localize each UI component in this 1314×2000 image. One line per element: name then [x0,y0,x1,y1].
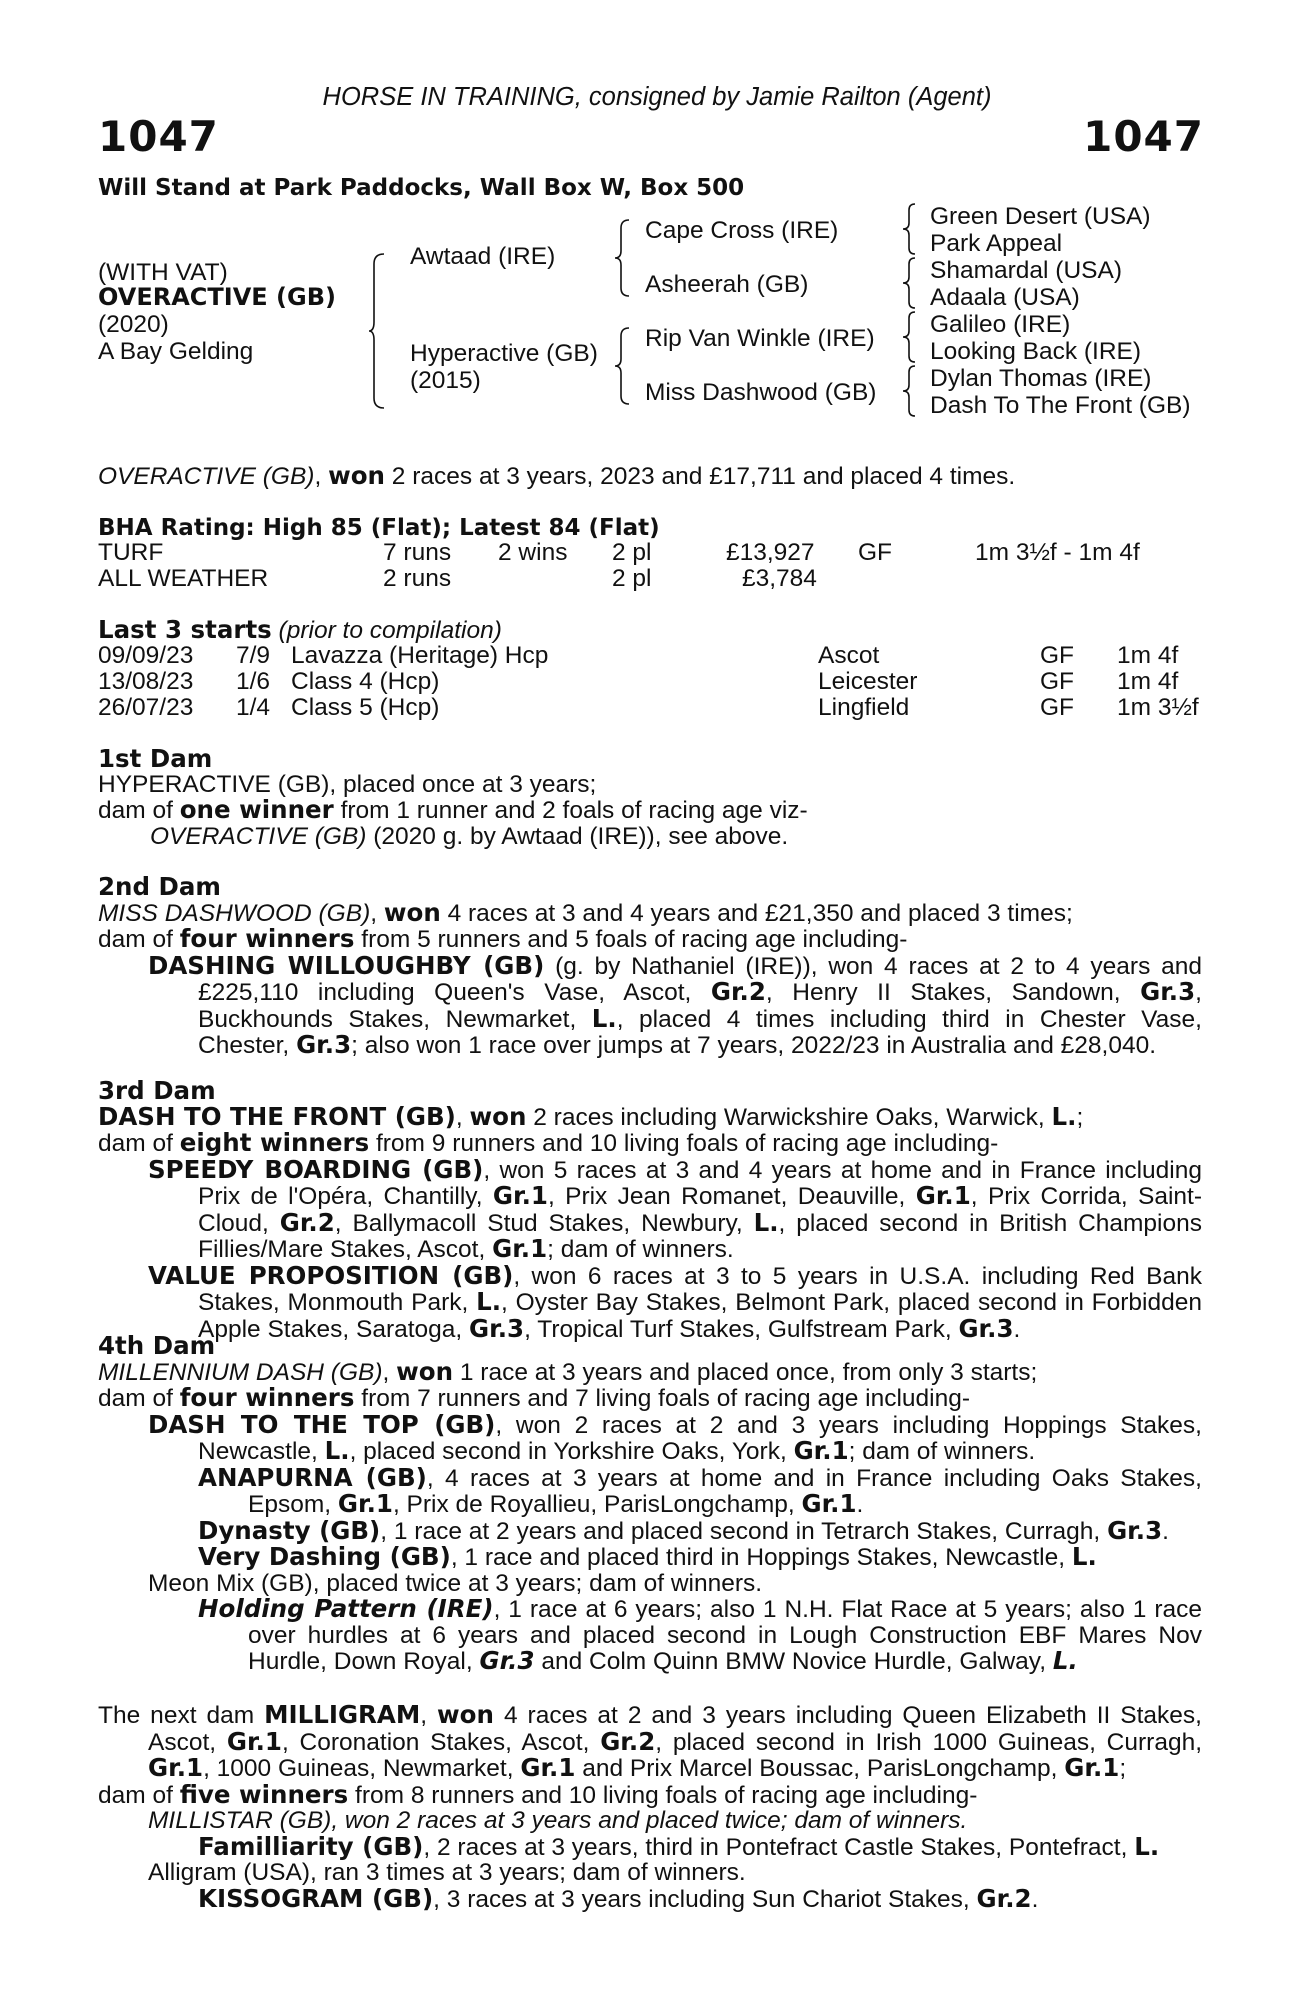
text: (g. by Nathaniel (IRE)), won 4 races at 2 to 4 years and £225,110 including Queen's Vase, Ascot, [198,952,1202,1006]
offspring-name: Familliarity (GB) [198,1831,424,1861]
offspring-name: OVERACTIVE (GB) [150,822,367,850]
text: ; dam of winners. [547,1236,734,1263]
start-race: Lavazza (Heritage) Hcp [291,642,549,669]
grade: L. [1071,1542,1097,1571]
start-going: GF [1040,694,1075,721]
text: , 2 races at 3 years, third in Pontefract Castle Stakes, Pontefract, [423,1833,1135,1861]
winner-count: one winner [179,795,334,824]
text: and Prix Marcel Boussac, ParisLongchamp, [575,1755,1065,1782]
start-row [0,643,1314,669]
text: ; [1119,1755,1127,1782]
start-distance: 1m 4f [1117,642,1179,669]
lot-number-right: 1047 [1083,112,1204,161]
grade: Gr.3 [469,1313,525,1343]
text: , Coronation Stakes, Ascot, [281,1728,601,1756]
summary-horse-name: OVERACTIVE (GB) [98,463,315,490]
summary-won: won [328,461,385,490]
sire-dam: Asheerah (GB) [645,271,809,298]
race-summary: OVERACTIVE (GB), won 2 races at 3 years, 2023 and £17,711 and placed 4 times. [98,461,1016,490]
grade: Gr.2 [279,1207,335,1237]
grade: L. [753,1207,779,1237]
won-label: won [383,897,441,927]
dam-dam: Miss Dashwood (GB) [645,379,877,406]
dam: Hyperactive (GB) [410,340,598,367]
pedigree-brace-g3 [902,310,918,364]
text: 1 race at 3 years and placed once, from only 3 starts; [453,1358,1038,1386]
start-row [0,669,1314,695]
text: , won 6 races at 3 to 5 years in U.S.A. including Red Bank Stakes, Monmouth Park, [198,1262,1202,1316]
third-dam-section [98,1078,1202,1342]
next-dam-offspring: MILLISTAR (GB), won 2 races at 3 years and placed twice; dam of winners. [148,1807,968,1834]
rating-runs: 2 runs [383,565,452,592]
grade: L. [1051,1101,1077,1131]
offspring-name: KISSOGRAM (GB) [198,1883,434,1913]
winner-count: four winners [179,1383,355,1412]
dam-name: DASH TO THE FRONT (GB) [98,1101,456,1131]
text: , 1000 Guineas, Newmarket, [203,1755,521,1782]
third-dam-offspring [98,1154,1203,1263]
next-dam-produce-line [98,1779,1202,1809]
start-distance: 1m 4f [1117,668,1179,695]
grade: Gr.2 [600,1726,656,1756]
second-dam-title: 2nd Dam [98,872,221,901]
dam-name: MILLENNIUM DASH (GB) [98,1358,383,1386]
grade: Gr.1 [801,1489,857,1518]
text: . [1031,1885,1039,1913]
text: , Prix Corrida, Saint-Cloud, [198,1183,1203,1237]
grade: L. [1134,1831,1160,1861]
fourth-dam-offspring [98,1409,1202,1465]
text: dam of [98,1781,180,1809]
grade: Gr.3 [958,1313,1014,1343]
won-label: won [469,1101,527,1131]
sire-sire: Cape Cross (IRE) [645,217,839,244]
next-dam-offspring: Alligram (USA), ran 3 times at 3 years; dam of winners. [148,1859,746,1886]
text: dam of [98,926,180,953]
rating-prize: £3,784 [742,565,817,592]
text: , Prix de Royallieu, ParisLongchamp, [392,1491,802,1518]
text: from 7 runners and 7 living foals of racing age including- [354,1385,971,1412]
last-starts-title [98,617,502,644]
text: , 1 race at 6 years; also 1 N.H. Flat Race at 5 years; also 1 race over hurdles at 6 years and placed second in Lough Construction EBF Mares Nov Hurdle, Down Royal, [248,1596,1202,1675]
grade: L. [476,1287,502,1316]
rating-title: BHA Rating: High 85 (Flat); Latest 84 (Flat) [98,515,660,541]
text: , 1 race and placed third in Hoppings Stakes, Newcastle, [450,1544,1072,1571]
text: , Oyster Bay Stakes, Belmont Park, placed second in Forbidden Apple Stakes, Saratoga, [198,1289,1202,1343]
text: , [420,1702,438,1729]
fourth-dam-produce-line [98,1385,1202,1412]
grade: Gr.1 [492,1234,548,1263]
start-course: Leicester [818,668,918,695]
pedigree-brace-g2 [902,256,918,310]
grand-offspring [98,1462,1202,1518]
grade: Gr.1 [520,1753,576,1782]
last-starts-heading: Last 3 starts [98,615,272,644]
text: ; dam of winners. [848,1438,1036,1465]
fourth-dam-section [98,1333,1202,1675]
text: 2 races including Warwickshire Oaks, Warwick, [526,1103,1052,1131]
first-dam-offspring [98,824,808,850]
first-dam-line: HYPERACTIVE (GB), placed once at 3 years; [98,770,597,798]
text: 4 races at 3 and 4 years and £21,350 and placed 3 times; [440,899,1073,927]
third-dam-line [98,1101,1202,1131]
first-dam-produce-line [98,797,808,824]
grade: Gr.2 [976,1883,1032,1913]
text: , won 2 races at 2 and 3 years including Hoppings Stakes, Newcastle, [198,1411,1202,1465]
offspring-name: VALUE PROPOSITION (GB) [148,1260,514,1290]
won-label: won [437,1700,494,1729]
offspring-name: Very Dashing (GB) [198,1542,451,1571]
text: dam of [98,1385,180,1412]
winner-count: five winners [179,1779,349,1809]
first-dam-section [98,746,808,849]
grade: Gr.3 [296,1030,352,1059]
grade: Gr.1 [793,1436,849,1465]
text: , 4 races at 3 years at home and in France including Oaks Stakes, Epsom, [248,1464,1202,1518]
rating-distance: 1m 3½f - 1m 4f [975,539,1140,566]
text: . [856,1491,864,1518]
grand-offspring [98,1544,1202,1571]
dam-sire: Rip Van Winkle (IRE) [645,325,875,352]
text: (2020 g. by Awtaad (IRE)), see above. [366,822,789,850]
won-label: won [396,1356,454,1386]
text: , Prix Jean Romanet, Deauville, [547,1183,916,1210]
text: from 1 runner and 2 foals of racing age viz- [333,797,808,824]
ancestor-6: Looking Back (IRE) [930,338,1142,365]
pedigree-brace-g4 [902,364,918,418]
summary-text: 2 races at 3 years, 2023 and £17,711 and placed 4 times. [385,463,1016,490]
text: . [1162,1517,1169,1545]
text: The next dam [98,1702,265,1729]
text: , placed second in Yorkshire Oaks, York, [349,1438,794,1465]
fourth-dam-offspring: Meon Mix (GB), placed twice at 3 years; dam of winners. [148,1569,763,1597]
grade: Gr.1 [492,1181,548,1210]
grade: Gr.1 [337,1489,393,1518]
text: . [1013,1315,1021,1343]
text: from 5 runners and 5 foals of racing age including- [354,926,908,953]
rating-row-turf [0,540,1314,566]
text: , [370,899,384,927]
text: , won 5 races at 3 and 4 years at home and in France including Prix de l'Opéra, Chantilly, [198,1156,1202,1210]
ancestor-1: Green Desert (USA) [930,203,1151,230]
text: ; also won 1 race over jumps at 7 years, 2022/23 in Australia and £28,040. [351,1032,1157,1059]
grade: L. [324,1436,350,1465]
rating-wins: 2 wins [498,539,568,566]
dam-year: (2015) [410,367,481,394]
first-dam-title: 1st Dam [98,744,213,773]
text: from 9 runners and 10 living foals of racing age including- [369,1130,999,1157]
ancestor-4: Adaala (USA) [930,284,1080,311]
pedigree-brace-dam [614,326,632,406]
start-row [0,695,1314,721]
text: , Ballymacoll Stud Stakes, Newbury, [334,1209,754,1237]
sire: Awtaad (IRE) [410,243,556,270]
start-race: Class 5 (Hcp) [291,694,440,721]
lot-number-left: 1047 [98,112,219,161]
ancestor-8: Dash To The Front (GB) [930,392,1191,419]
rating-placed: 2 pl [612,565,652,592]
pedigree-brace-sire [614,218,632,298]
ancestor-3: Shamardal (USA) [930,257,1122,284]
grade: Gr.3 [1107,1515,1163,1545]
start-distance: 1m 3½f [1117,694,1199,721]
grade: Gr.3 [1140,977,1196,1006]
horse-name: OVERACTIVE (GB) [98,283,336,311]
ancestor-2: Park Appeal [930,230,1063,257]
grade: Gr.1 [226,1726,282,1756]
horse-description: A Bay Gelding [98,338,254,365]
offspring-name: DASH TO THE TOP (GB) [148,1409,496,1439]
rating-row-all-weather [0,566,1314,592]
grade: L. [1052,1646,1078,1675]
text: dam of [98,1130,180,1157]
start-date: 13/08/23 [98,668,194,695]
dam-name: MISS DASHWOOD (GB) [98,899,371,927]
text: , Buckhounds Stakes, Newmarket, [198,979,1202,1033]
start-race: Class 4 (Hcp) [291,668,440,695]
text: , Henry II Stakes, Sandown, [765,979,1141,1006]
consignment-line: HORSE IN TRAINING, consigned by Jamie Railton (Agent) [322,83,992,111]
winner-count: four winners [179,924,355,953]
second-dam-produce-line [98,926,1202,953]
ancestor-7: Dylan Thomas (IRE) [930,365,1152,392]
start-date: 09/09/23 [98,642,194,669]
rating-going: GF [858,539,893,566]
rating-surface: TURF [98,539,164,566]
next-dam-section [98,1702,1202,1912]
dam-name: MILLIGRAM [264,1700,421,1729]
second-dam-section [98,874,1202,1059]
offspring-name: DASHING WILLOUGHBY (GB) [148,950,545,980]
start-going: GF [1040,642,1075,669]
ancestor-5: Galileo (IRE) [930,311,1071,338]
start-course: Ascot [818,642,880,669]
text: , placed second in British Champions Fillies/Mare Stakes, Ascot, [198,1209,1202,1263]
horse-year: (2020) [98,311,169,338]
rating-surface: ALL WEATHER [98,565,269,592]
start-going: GF [1040,668,1075,695]
vat-note: (WITH VAT) [98,259,228,286]
offspring-name: SPEEDY BOARDING (GB) [148,1154,484,1184]
grand-offspring [98,1831,1202,1861]
text: ; [1076,1103,1084,1131]
stabling-location: Will Stand at Park Paddocks, Wall Box W, Box 500 [98,175,745,201]
text: and Colm Quinn BMW Novice Hurdle, Galway, [534,1648,1053,1675]
grade: Gr.1 [1064,1753,1120,1782]
grade: Gr.3 [479,1646,535,1675]
grade: Gr.2 [710,977,766,1006]
offspring-name: ANAPURNA (GB) [198,1462,427,1492]
start-position: 1/4 [236,694,271,721]
start-course: Lingfield [818,694,910,721]
fourth-dam-title: 4th Dam [98,1331,216,1360]
text: , placed 4 times including third in Chester Vase, Chester, [198,1005,1202,1059]
text: , placed second in Irish 1000 Guineas, Curragh, [655,1728,1203,1756]
start-position: 7/9 [236,642,271,669]
third-dam-produce-line [98,1130,1202,1157]
text: , 1 race at 2 years and placed second in Tetrarch Stakes, Curragh, [380,1517,1108,1545]
rating-placed: 2 pl [612,539,652,566]
second-dam-line [98,897,1202,927]
text: , Tropical Turf Stakes, Gulfstream Park, [524,1315,959,1343]
offspring-name: Holding Pattern (IRE) [198,1594,494,1623]
grade: L. [591,1003,617,1033]
text: 4 races at 2 and 3 years including Queen Elizabeth II Stakes, Ascot, [148,1702,1202,1756]
text: dam of [98,797,180,824]
rating-prize: £13,927 [726,539,815,566]
grand-offspring [98,1596,1202,1675]
grand-offspring [98,1883,1202,1913]
start-date: 26/07/23 [98,694,194,721]
offspring-name: Dynasty (GB) [198,1515,381,1545]
grade: Gr.1 [915,1181,971,1210]
next-dam-line [98,1702,1202,1782]
grand-offspring [98,1515,1202,1545]
start-position: 1/6 [236,668,271,695]
second-dam-offspring [98,950,1202,1059]
rating-runs: 7 runs [383,539,452,566]
text: , [382,1358,397,1386]
fourth-dam-line [98,1356,1202,1386]
pedigree-brace-main [368,252,388,410]
text: , 3 races at 3 years including Sun Chariot Stakes, [433,1885,977,1913]
third-dam-offspring [98,1260,1202,1343]
text: from 8 runners and 10 living foals of racing age including- [348,1781,978,1809]
grade: Gr.1 [148,1753,204,1782]
pedigree-brace-g1 [902,202,918,256]
text: , [455,1103,470,1131]
third-dam-title: 3rd Dam [98,1076,216,1105]
last-starts-note: (prior to compilation) [271,617,502,644]
winner-count: eight winners [179,1128,370,1157]
